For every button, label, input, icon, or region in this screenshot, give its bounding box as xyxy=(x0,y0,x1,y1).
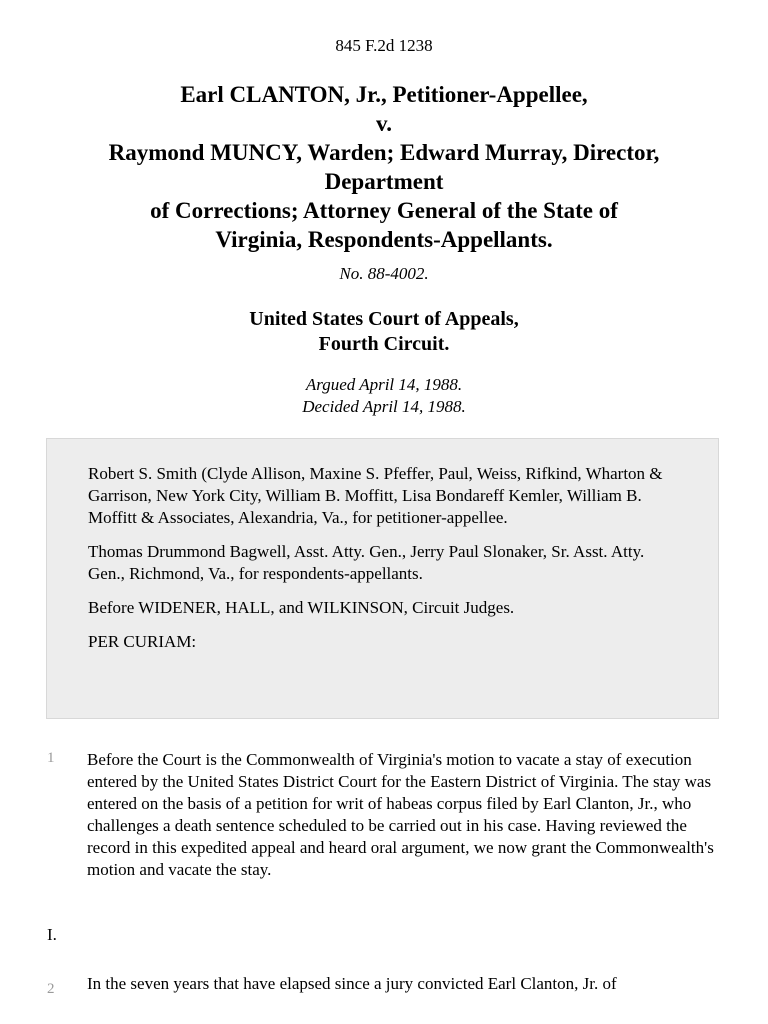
title-line: Raymond MUNCY, Warden; Edward Murray, Director, xyxy=(108,140,660,165)
section-heading: I. xyxy=(47,925,57,944)
case-title xyxy=(40,80,728,254)
decided-date: Decided April 14, 1988. xyxy=(302,397,466,416)
title-line: Department xyxy=(324,169,444,194)
case-citation: 845 F.2d 1238 xyxy=(335,36,433,55)
respondent-counsel: Thomas Drummond Bagwell, Asst. Atty. Gen., Jerry Paul Slonaker, Sr. Asst. Atty. Gen., Richmond, Va., for respondents-appellants. xyxy=(88,542,645,583)
paragraph-number[interactable]: 2 xyxy=(47,981,55,997)
argued-date: Argued April 14, 1988. xyxy=(305,375,463,394)
counsel-box xyxy=(46,438,719,719)
judges-line: Before WIDENER, HALL, and WILKINSON, Circuit Judges. xyxy=(88,598,515,617)
opinion-paragraph: Before the Court is the Commonwealth of Virginia's motion to vacate a stay of execution entered by the United States District Court for the Eastern District of Virginia. The stay was entered on the basis of a petition for writ of habeas corpus filed by Earl Clanton, Jr., who challenges a death sentence scheduled to be carried out in his case. Having reviewed the record in this expedited appeal and heard oral argument, we now grant the Commonwealth's motion and vacate the stay. xyxy=(87,750,714,879)
title-line: Virginia, Respondents-Appellants. xyxy=(215,227,553,252)
court-line-2: Fourth Circuit. xyxy=(318,333,450,355)
per-curiam-label: PER CURIAM: xyxy=(88,632,197,651)
opinion-paragraph: In the seven years that have elapsed since a jury convicted Earl Clanton, Jr. of xyxy=(87,974,617,993)
court-name xyxy=(0,307,768,357)
title-line: Earl CLANTON, Jr., Petitioner-Appellee, xyxy=(180,82,588,107)
court-line-1: United States Court of Appeals, xyxy=(249,308,519,330)
paragraph-number[interactable]: 1 xyxy=(47,750,55,766)
title-line: of Corrections; Attorney General of the State of xyxy=(150,198,618,223)
title-line: v. xyxy=(376,111,392,136)
docket-number: No. 88-4002. xyxy=(339,264,429,283)
petitioner-counsel: Robert S. Smith (Clyde Allison, Maxine S. Pfeffer, Paul, Weiss, Rifkind, Wharton & Garrison, New York City, William B. Moffitt, Lisa Bondareff Kemler, William B. Moffitt & Associates, Alexandria, Va., for petitioner-appellee. xyxy=(88,464,663,527)
case-dates xyxy=(0,374,768,418)
